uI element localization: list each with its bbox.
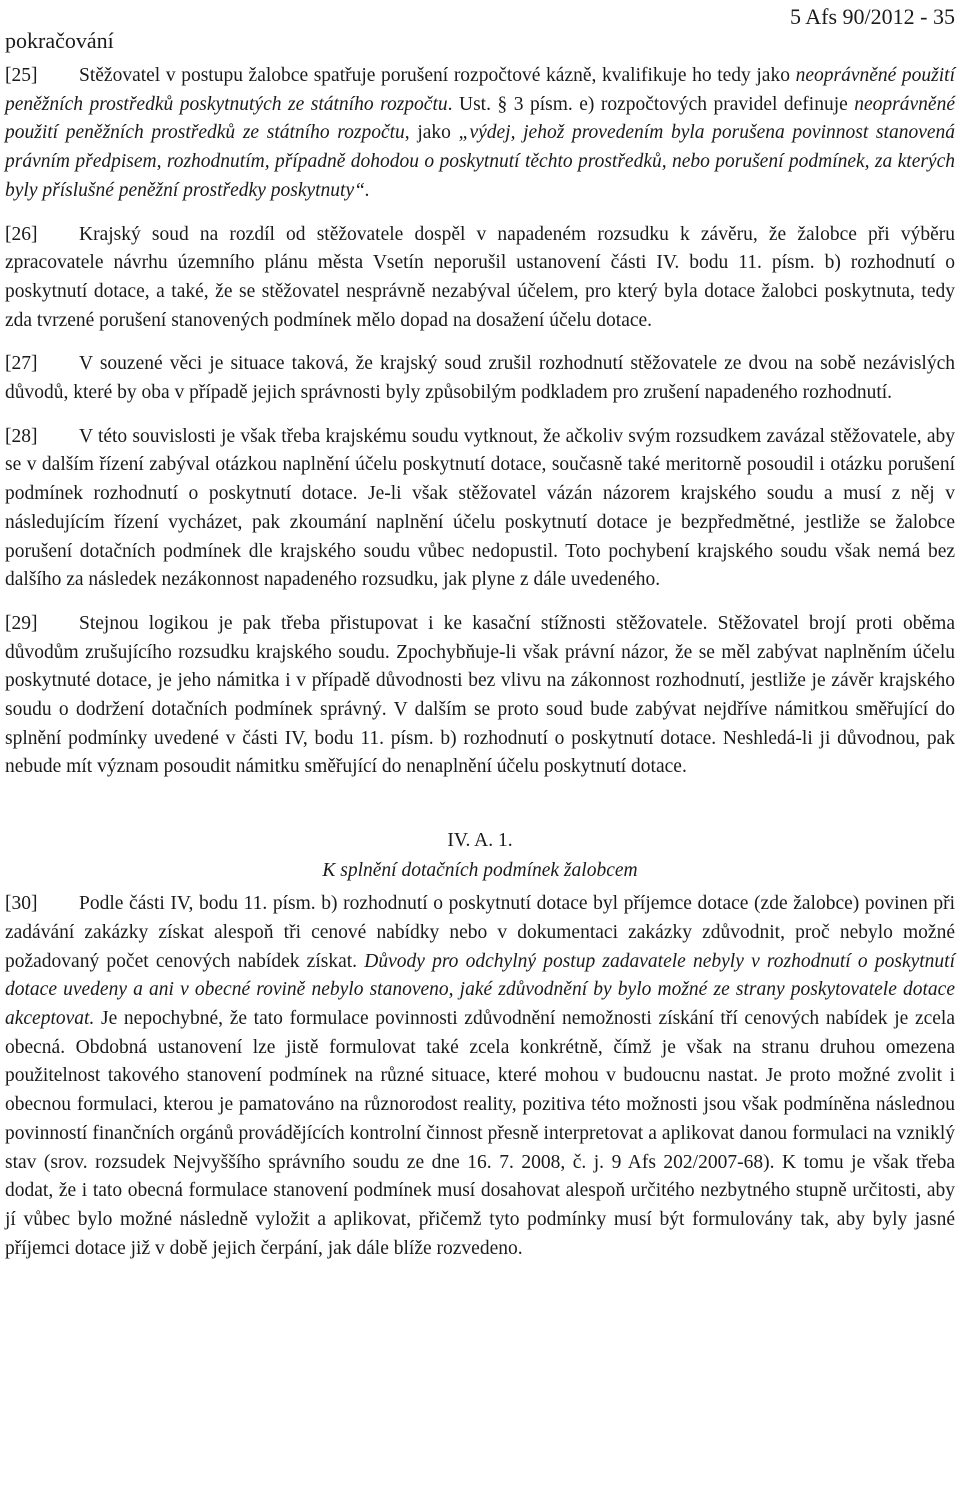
- paragraph-number: [29]: [5, 612, 38, 634]
- paragraph: [5, 62, 955, 206]
- paragraphs-block: [5, 62, 955, 782]
- paragraph-number: [26]: [5, 223, 38, 245]
- continuation-label: pokračování: [5, 28, 114, 53]
- italic-text: Důvody pro odchylný postup zadavatele nebyly v rozhodnutí o poskytnutí dotace uvedeny a ani v obecné rovině nebylo stanoveno, jaké zdůvodnění by bylo možné ze strany poskytovatele dotace akceptovat.: [5, 950, 956, 1029]
- paragraph-text: Je nepochybné, že tato formulace povinnosti zdůvodnění nemožnosti získání tří cenových nabídek je zcela obecná. Obdobná ustanovení lze jistě formulovat také zcela konkrétně, čímž je však na stranu druhou omezena použitelnost takového stanovení podmínek na různé situace, které mohou v budoucnu nastat. Je proto možné zvolit i obecnou formulaci, kterou je pamatováno na různorodost reality, pozitiva této možnosti jsou však podmíněna následnou povinností finančních orgánů provádějících kontrolní činnost přesně interpretovat a aplikovat danou formulaci na vzniklý stav (srov. rozsudek Nejvyššího správního soudu ze dne 16. 7. 2008, č. j. 9 Afs 202/2007-68). K tomu je však třeba dodat, že i tato obecná formulace stanovení podmínek musí dosahovat alespoň určitého nezbytného stupně určitosti, aby jí vůbec bylo možné následně vyložit a aplikovat, přičemž tyto podmínky musí být formulovány tak, aby byly jasné příjemci dotace již v době jejich čerpání, jak dále blíže rozvedeno.: [5, 1007, 955, 1259]
- paragraph-text: . Ust. § 3 písm. e) rozpočtových pravidel definuje: [447, 93, 855, 115]
- italic-text: neoprávněné použití peněžních prostředků poskytnutých ze státního rozpočtu: [5, 65, 955, 115]
- italic-text: neoprávněné použití peněžních prostředků ze státního rozpočtu: [5, 93, 955, 144]
- case-number: 5 Afs 90/2012 - 35: [790, 4, 955, 29]
- section-number: IV. A. 1.: [447, 830, 513, 852]
- section-heading: [5, 826, 955, 886]
- italic-text: „výdej, jehož provedením byla porušena povinnost stanovená právním předpisem, rozhodnutím, případně dohodou o poskytnutí těchto prostředků, nebo porušení podmínek, za kterých byly příslušné peněžní prostředky poskytnuty“.: [5, 122, 955, 201]
- document-page: [5, 0, 955, 1278]
- paragraph-text: , jako: [404, 122, 459, 144]
- paragraphs-block-2: [5, 890, 955, 1263]
- paragraph-number: [25]: [5, 65, 38, 86]
- paragraph: [5, 610, 955, 782]
- paragraph: [5, 350, 955, 407]
- section-title: K splnění dotačních podmínek žalobcem: [322, 860, 638, 882]
- paragraph-number: [30]: [5, 893, 38, 915]
- paragraph-text: V této souvislosti je však třeba krajskému soudu vytknout, že ačkoliv svým rozsudkem zavázal stěžovatele, aby se v dalším řízení zabýval otázkou naplnění účelu poskytnutí dotace, současně také meritorně posoudil i otázku porušení podmínek rozhodnutí o poskytnutí dotace. Je-li však stěžovatel vázán názorem krajského soudu a musí z něj v následujícím řízení vycházet, pak zkoumání naplnění účelu poskytnutí dotace je bezpředmětné, jestliže se žalobce porušení dotačních podmínek dle krajského soudu vůbec nedopustil. Toto pochybení krajského soudu však nemá bez dalšího za následek nezákonnost napadeného rozsudku, jak plyne z dále uvedeného.: [5, 425, 955, 591]
- paragraph: [5, 890, 955, 1263]
- paragraph-number: [28]: [5, 425, 38, 447]
- paragraph: [5, 423, 955, 595]
- page-header: [5, 0, 955, 62]
- paragraph-text: Stěžovatel v postupu žalobce spatřuje porušení rozpočtové kázně, kvalifikuje ho tedy jako: [79, 65, 796, 86]
- paragraph-text: V souzené věci je situace taková, že krajský soud zrušil rozhodnutí stěžovatele ze dvou na sobě nezávislých důvodů, které by oba v případě jejich správnosti byly způsobilým podkladem pro zrušení napadeného rozhodnutí.: [5, 353, 955, 404]
- paragraph-text: Krajský soud na rozdíl od stěžovatele dospěl v napadeném rozsudku k závěru, že žalobce při výběru zpracovatele návrhu územního plánu města Vsetín neporušil ustanovení části IV. bodu 11. písm. b) rozhodnutí o poskytnutí dotace, a také, že se stěžovatel nesprávně nezabýval účelem, pro který byla dotace žalobci poskytnuta, tedy zda tvrzené porušení stanovených podmínek mělo dopad na dosažení účelu dotace.: [5, 223, 955, 331]
- paragraph-number: [27]: [5, 353, 38, 375]
- paragraph-text: Stejnou logikou je pak třeba přistupovat i ke kasační stížnosti stěžovatele. Stěžovatel brojí proti oběma důvodům zrušujícího rozsudku krajského soudu. Zpochybňuje-li však právní názor, že se měl zabývat naplněním účelu poskytnuté dotace, je jeho námitka i v případě důvodnosti bez vlivu na zákonnost rozhodnutí, jestliže je závěr krajského soudu o dodržení dotačních podmínek správný. V dalším se proto soud bude zabývat nejdříve námitkou směřující do splnění podmínky uvedené v části IV, bodu 11. písm. b) rozhodnutí o poskytnutí dotace. Neshledá-li ji důvodnou, pak nebude mít význam posoudit námitku směřující do nenaplnění účelu poskytnutí dotace.: [5, 612, 955, 778]
- paragraph: [5, 221, 955, 336]
- paragraph-text: Podle části IV, bodu 11. písm. b) rozhodnutí o poskytnutí dotace byl příjemce dotace (zde žalobce) povinen při zadávání zakázky získat alespoň tři cenové nabídky nebo v dokumentaci zakázky zdůvodnit, proč nebylo možné požadovaný počet cenových nabídek získat.: [5, 893, 955, 972]
